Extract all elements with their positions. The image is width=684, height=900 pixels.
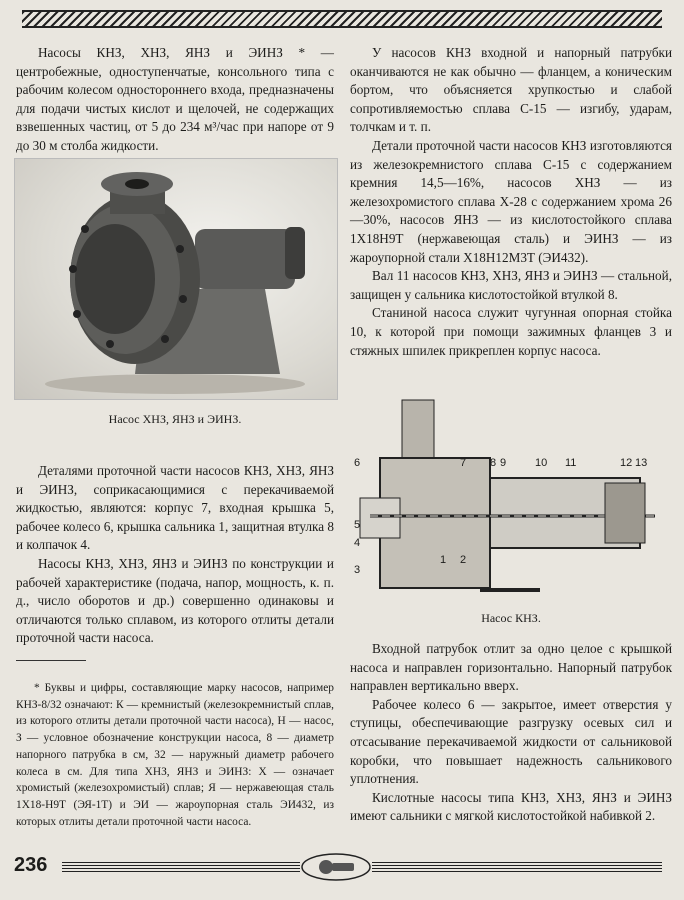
drawing-label: 11 (565, 457, 577, 469)
paragraph-flanges: У насосов КНЗ входной и напорный патрубки оканчиваются не как обычно — фланцем, а коническим бортом, что объясняется хрупкостью и слабой сопротивляемостью сплава С-15 — изгибу, ударам, толчкам и т. п. (350, 45, 672, 135)
left-column (16, 44, 334, 156)
paragraph-seals: Кислотные насосы типа КНЗ, ХНЗ, ЯНЗ и ЭИНЗ имеют сальники с мягкой кислотостойкой набивкой 2. (350, 789, 672, 824)
drawing-label: 7 (460, 457, 467, 469)
drawing-label: 4 (354, 537, 361, 549)
paragraph-materials: Детали проточной части насосов КНЗ изготовляются из железокремнистого сплава С-15 с содержанием кремния 14,5—16%, насосов ХНЗ — из железохромистого сплава Х-28 с содержанием хрома 26—30%, насосов ЯНЗ — из кислотостойкого сплава 1Х18Н9Т (нержавеющая сталь) и ЭИНЗ — из жароупорной стали Х18Н12М3Т (ЭИ432). (350, 137, 672, 265)
paragraph-shaft: Вал 11 насосов КНЗ, ХНЗ, ЯНЗ и ЭИНЗ — стальной, защищен у сальника кислотостойкой втулкой 8. (350, 268, 672, 302)
drawing-label: 8 (490, 457, 497, 469)
photo-caption: Насос ХНЗ, ЯНЗ и ЭИНЗ. (108, 412, 242, 426)
right-column (350, 44, 672, 360)
drawing-label: 2 (460, 554, 467, 566)
paragraph-design: Насосы КНЗ, ХНЗ, ЯНЗ и ЭИНЗ по конструкции и рабочей характеристике (подача, напор, мощность, к. п. д., число оборотов и др.) совершенно одинаковы и отличаются только сплавом, из которого отлиты детали проточной части насоса. (16, 555, 334, 646)
pump-drawing-svg (350, 398, 672, 594)
paragraph-stand: Станиной насоса служит чугунная опорная стойка 10, к которой при помощи зажимных фланцев 3 и стяжных шпилек прикреплен корпус насоса. (350, 305, 672, 358)
drawing-label: 10 (535, 457, 548, 469)
pump-cross-section-drawing (350, 398, 672, 594)
drawing-caption: Насос КНЗ. (481, 611, 541, 625)
drawing-label: 13 (635, 457, 648, 469)
paragraph-flow-parts: Деталями проточной части насосов КНЗ, ХНЗ, ЯНЗ и ЭИНЗ, соприкасающимися с перекачиваемой жидкостью, являются: корпус 7, входная крышка 5, рабочее колесо 6, крышка сальника 1, защитная втулка 8 и колпачок 4. (16, 463, 334, 553)
footnote (16, 680, 334, 830)
paragraph-inlet: Входной патрубок отлит за одно целое с крышкой насоса и направлен горизонтально. Напорный патрубок направлен вертикально вверх. (350, 641, 672, 694)
pump-photo-illustration (15, 159, 337, 399)
footnote-rule (16, 660, 86, 661)
footnote-text: * Буквы и цифры, составляющие марку насосов, например КНЗ-8/32 означают: К — кремнистый (железокремнистый сплав, из которого отлиты детали проточной части насоса), Н — насос, З — условное обозначение конструкции насоса, 8 — диаметр напорного патрубка в см, 32 — наружный диаметр рабочего колеса в см. Для типа ХНЗ, ЯНЗ и ЭИНЗ: Х — означает хромистый (железохромистый) сплав; Я — нержавеющая сталь 1Х18-Н9Т (ЭЯ-1Т) и ЭИ — жароупорная сталь ЭИ432, из которых отлиты детали проточной части насоса. (16, 682, 334, 828)
paragraph-intro: Насосы КНЗ, ХНЗ, ЯНЗ и ЭИНЗ * — центробежные, одноступенчатые, консольного типа с рабочим колесом одностороннего входа, предназначены для подачи чистых кислот и щелочей, не содержащих взвешенных частиц, от 5 до 234 м³/час при напоре от 9 до 30 м столба жидкости. (16, 45, 334, 153)
left-column-lower (16, 462, 334, 648)
right-column-lower (350, 640, 672, 826)
drawing-label: 9 (500, 457, 507, 469)
drawing-label: 5 (354, 519, 361, 531)
drawing-label: 3 (354, 564, 361, 576)
drawing-label: 12 (620, 457, 633, 469)
drawing-label: 1 (440, 554, 447, 566)
top-ornamental-border (22, 10, 662, 28)
page-number: 236 (14, 854, 48, 876)
drawing-label: 6 (354, 457, 361, 469)
paragraph-impeller: Рабочее колесо 6 — закрытое, имеет отверстия у ступицы, обеспечивающие разгрузку осевых сил и отсасывание перекачиваемой жидкости от сальниковой коробки, что повышает надежность сальникового уплотнения. (350, 696, 672, 787)
pump-emblem-icon (300, 852, 372, 882)
pump-photo (14, 158, 338, 400)
